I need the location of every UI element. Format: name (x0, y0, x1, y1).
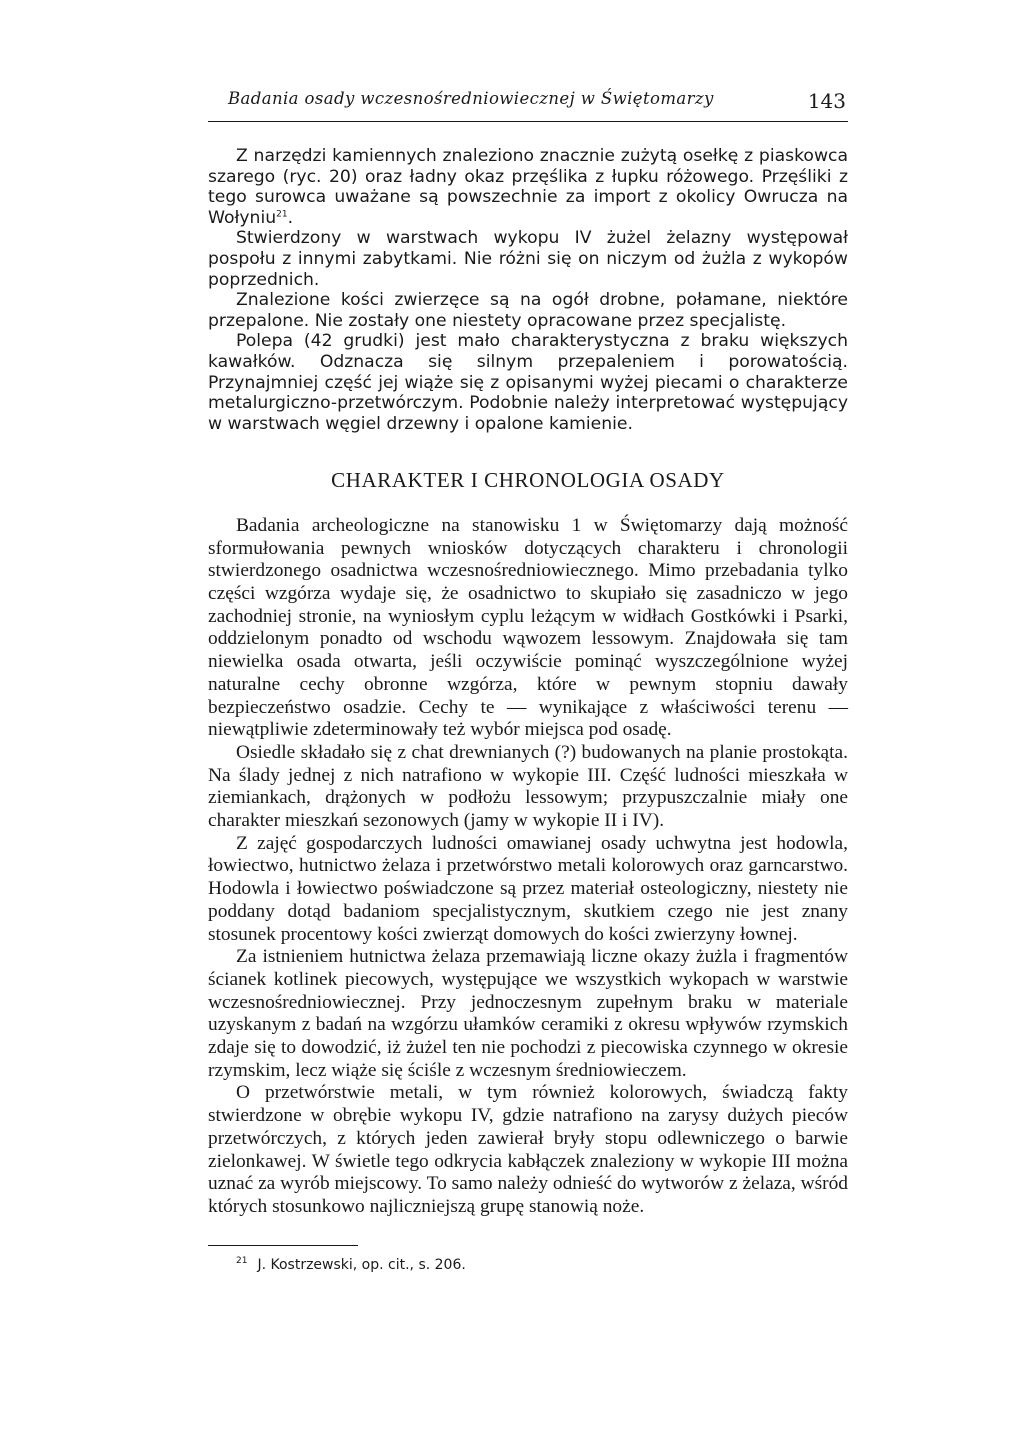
section-heading: CHARAKTER I CHRONOLOGIA OSADY (331, 468, 725, 493)
paragraph: Badania archeologiczne na stanowisku 1 w Świętomarzy dają możność sformułowania pewnych wniosków dotyczących charakteru i chronologii stwierdzonego osadnictwa wczesnośredniowiecznego. Mimo przebadania tylko części wzgórza wydaje się, że osadnictwo to skupiało się zasadniczo w jego zachodniej stronie, na wyniosłym cyplu leżącym w widłach Gostkówki i Psarki, oddzielonym ponadto od wschodu wąwozem lessowym. Znajdowała się tam niewielka osada otwarta, jeśli oczywiście pominąć wyszczególnione wyżej naturalne cechy obronne wzgórza, które w pewnym stopniu dawały bezpieczeństwo osadzie. Cechy te — wynikające z właściwości terenu — niewątpliwie zdeterminowały też wybór miejsca pod osadę. (208, 514, 848, 741)
running-title: Badania osady wczesnośredniowiecznej w Świętomarzy (228, 89, 714, 108)
paragraph: Polepa (42 grudki) jest mało charakterystyczna z braku większych kawałków. Odznacza się silnym przepaleniem i porowatością. Przynajmniej część jej wiąże się z opisanymi wyżej piecami o charakterze metalurgiczno-przetwórczym. Podobnie należy interpretować występujący w warstwach węgiel drzewny i opalone kamienie. (208, 331, 848, 434)
body-text (208, 146, 848, 1274)
footnote-rule (208, 1245, 358, 1246)
paragraph: Znalezione kości zwierzęce są na ogół drobne, połamane, niektóre przepalone. Nie zostały one niestety opracowane przez specjalistę. (208, 290, 848, 331)
paragraph: Stwierdzony w warstwach wykopu IV żużel żelazny występował pospołu z innymi zabytkami. Nie różni się on niczym od żużla z wykopów poprzednich. (208, 228, 848, 290)
page-number: 143 (807, 89, 846, 113)
running-header (208, 87, 848, 122)
main-text (208, 515, 848, 1219)
footnote (208, 1256, 848, 1274)
paragraph: Osiedle składało się z chat drewnianych (?) budowanych na planie prostokąta. Na ślady jednej z nich natrafiono w wykopie III. Część ludności mieszkała w ziemiankach, drążonych w podłożu lessowym; przypuszczalnie miały one charakter mieszkań sezonowych (jamy w wykopie II i IV). (208, 741, 848, 832)
paragraph: Za istnieniem hutnictwa żelaza przemawiają liczne okazy żużla i fragmentów ścianek kotlinek piecowych, występujące we wszystkich wykopach w warstwie wczesnośredniowiecznej. Przy jednoczesnym zupełnym braku w materiale uzyskanym z badań na wzgórzu ułamków ceramiki z okresu wpływów rzymskich zdaje się to dowodzić, iż żużel ten nie pochodzi z piecowiska czynnego w okresie rzymskim, lecz wiąże się ściśle z wczesnym średniowieczem. (208, 946, 848, 1081)
paragraph: Z narzędzi kamiennych znaleziono znacznie zużytą osełkę z piaskowca szarego (ryc. 20) oraz ładny okaz przęślika z łupku różowego. Przęśliki z tego surowca uważane są powszechnie za import z okolicy Owrucza na Wołyniu$^{21}$. (208, 146, 848, 228)
paragraph: O przetwórstwie metali, w tym również kolorowych, świadczą fakty stwierdzone w obrębie wykopu IV, gdzie natrafiono na zarysy dużych pieców przetwórczych, z których jeden zawierał bryły stopu odlewniczego o barwie zielonkawej. W świetle tego odkrycia kabłączek znaleziony w wykopie III można uznać za wyrób miejscowy. To samo należy odnieść do wytworów z żelaza, wśród których stosunkowo najliczniejszą grupę stanowią noże. (208, 1082, 848, 1217)
footnote-reference: 21 (276, 209, 288, 220)
footnote-mark: 21 (236, 1256, 248, 1267)
footnote-text: J. Kostrzewski, op. cit., s. 206. (257, 1256, 466, 1273)
paragraph: Z zajęć gospodarczych ludności omawianej osady uchwytna jest hodowla, łowiectwo, hutnictwo żelaza i przetwórstwo metali kolorowych oraz garncarstwo. Hodowla i łowiectwo poświadczone są przez materiał osteologiczny, niestety nie poddany dotąd badaniom specjalistycznym, skutkiem czego nie jest znany stosunek procentowy kości zwierząt domowych do kości zwierzyny łownej. (208, 832, 848, 945)
